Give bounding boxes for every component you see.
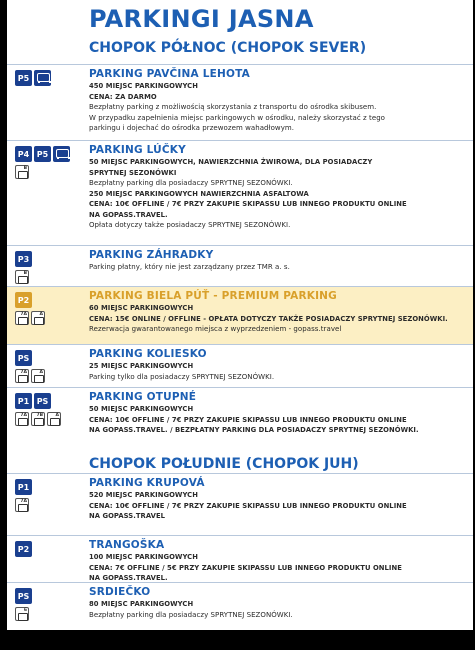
cable-car-number: 6 <box>23 608 27 613</box>
cable-car-icon <box>15 369 29 383</box>
parking-row <box>7 582 473 630</box>
parking-icons <box>15 541 83 560</box>
parking-details <box>89 68 471 134</box>
parking-detail-line: 25 MIEJSC PARKINGOWYCH <box>89 362 194 370</box>
bus-icon <box>53 146 70 162</box>
parking-detail-line: CENA: 7€ OFFLINE / 5€ PRZY ZAKUPIE SKIPASSU LUB INNEGO PRODUKTU ONLINE <box>89 563 402 572</box>
cable-car-number: 7A <box>20 370 27 375</box>
parking-detail-line: 520 MIEJSC PARKINGOWYCH <box>89 491 198 499</box>
parking-zone-badge: PS <box>34 393 51 409</box>
parking-name: PARKING ZÁHRADKY <box>89 249 214 261</box>
parking-details <box>89 144 471 231</box>
parking-zone-badge: PS <box>15 588 32 604</box>
parking-detail-line: CENA: 10€ OFFLINE / 7€ PRZY ZAKUPIE SKIPASSU LUB INNEGO PRODUKTU ONLINE <box>89 415 407 424</box>
parking-detail-line: Bezpłatny parking z możliwością skorzystania z transportu do ośrodka skibusem. <box>89 103 377 111</box>
cable-car-icon <box>31 369 45 383</box>
parking-details <box>89 348 471 382</box>
parking-detail-line: CENA: 15€ ONLINE / OFFLINE - OPŁATA DOTYCZY TAKŻE POSIADACZY SPRYTNEJ SEZONÓWKI. <box>89 314 448 323</box>
parking-detail-line: Rezerwacja gwarantowanego miejsca z wyprzedzeniem - gopass.travel <box>89 325 342 333</box>
parking-details <box>89 249 471 273</box>
parking-name: PARKING KOLIESKO <box>89 348 207 360</box>
parking-detail-line: parkingu i dojechać do ośrodka przewozem wahadłowym. <box>89 124 295 132</box>
parking-detail-line: 450 MIEJSC PARKINGOWYCH <box>89 82 198 90</box>
parking-zone-badge: P1 <box>15 479 32 495</box>
parking-detail-line: Bezpłatny parking dla posiadaczy SPRYTNEJ SEZONÓWKI. <box>89 179 293 187</box>
parking-detail-line: 250 MIEJSC PARKINGOWYCH NAWIERZCHNIA ASFALTOWA <box>89 189 309 198</box>
parking-zone-badge: P5 <box>34 146 51 162</box>
parking-name: PARKING KRUPOVÁ <box>89 477 205 489</box>
cable-car-number: B <box>23 166 27 171</box>
parking-detail-line: W przypadku zapełnienia miejsc parkingowych w ośrodku, należy skorzystać z tego <box>89 113 386 122</box>
parking-detail-line: NA GOPASS.TRAVEL <box>89 512 166 520</box>
parking-icons <box>15 292 83 328</box>
parking-detail-line: 50 MIEJSC PARKINGOWYCH, NAWIERZCHNIA ŻWIROWA, DLA POSIADACZY <box>89 158 373 166</box>
cable-car-icon <box>15 165 29 179</box>
cable-car-icon <box>15 498 29 512</box>
parking-row <box>7 344 473 387</box>
parking-row <box>7 64 473 140</box>
parking-detail-line: Parking tylko dla posiadaczy SPRYTNEJ SEZONÓWKI. <box>89 372 275 381</box>
section-title: CHOPOK PÓŁNOC (CHOPOK SEVER) <box>89 40 367 56</box>
parking-name: PARKING OTUPNÉ <box>89 391 197 403</box>
section-title: CHOPOK POŁUDNIE (CHOPOK JUH) <box>89 456 359 472</box>
parking-detail-line: CENA: 10€ OFFLINE / 7€ PRZY ZAKUPIE SKIPASSU LUB INNEGO PRODUKTU ONLINE <box>89 200 407 208</box>
parking-row <box>7 245 473 286</box>
parking-detail-line: Parking płatny, który nie jest zarządzany przez TMR a. s. <box>89 263 290 271</box>
parking-icons <box>15 479 83 515</box>
parking-detail-line: Opłata dotyczy także posiadaczy SPRYTNEJ SEZONÓWKI. <box>89 221 291 229</box>
parking-zone-badge: P1 <box>15 393 32 409</box>
bus-icon <box>34 70 51 86</box>
cable-car-number: 7A <box>20 499 27 504</box>
parking-row <box>7 286 473 344</box>
parking-details <box>89 290 471 335</box>
parking-name: PARKING LÚČKY <box>89 144 186 156</box>
cable-car-icon <box>31 412 45 426</box>
parking-detail-line: SPRYTNEJ SEZONÓWKI <box>89 168 177 177</box>
parking-zone-badge: P2 <box>15 292 32 308</box>
cable-car-icon <box>47 412 61 426</box>
cable-car-icon <box>15 270 29 284</box>
parking-row <box>7 140 473 245</box>
parking-icons <box>15 146 83 182</box>
parking-detail-line: 60 MIEJSC PARKINGOWYCH <box>89 304 194 312</box>
cable-car-icon <box>15 311 29 325</box>
parking-icons <box>15 393 83 429</box>
cable-car-number: B <box>23 271 27 276</box>
parking-icons <box>15 350 83 386</box>
cable-car-number: 7A <box>20 312 27 317</box>
parking-zone-badge: P3 <box>15 251 32 267</box>
parking-zone-badge: P4 <box>15 146 32 162</box>
parking-detail-line: Bezpłatny parking dla posiadaczy SPRYTNEJ SEZONÓWKI. <box>89 610 293 619</box>
cable-car-number: 7A <box>20 413 27 418</box>
cable-car-number: 7B <box>36 413 43 418</box>
parking-zone-badge: P2 <box>15 541 32 557</box>
parking-detail-line: 80 MIEJSC PARKINGOWYCH <box>89 600 194 608</box>
parking-detail-line: 100 MIEJSC PARKINGOWYCH <box>89 553 198 561</box>
parking-icons <box>15 251 83 287</box>
cable-car-icon <box>15 607 29 621</box>
cable-car-number: A <box>55 413 59 418</box>
parking-icons <box>15 588 83 624</box>
parking-detail-line: 50 MIEJSC PARKINGOWYCH <box>89 405 194 413</box>
parking-detail-line: NA GOPASS.TRAVEL. <box>89 574 168 582</box>
cable-car-number: A <box>39 370 43 375</box>
parking-zone-badge: P5 <box>15 70 32 86</box>
parking-details <box>89 391 471 436</box>
parking-detail-line: CENA: 10€ OFFLINE / 7€ PRZY ZAKUPIE SKIPASSU LUB INNEGO PRODUKTU ONLINE <box>89 501 407 510</box>
parking-name: TRANGOŠKA <box>89 539 165 551</box>
parking-info-page <box>7 0 473 630</box>
parking-details <box>89 539 471 584</box>
parking-row <box>7 473 473 535</box>
cable-car-icon <box>15 412 29 426</box>
parking-name: PARKING BIELA PÚŤ - PREMIUM PARKING <box>89 290 337 302</box>
parking-name: PARKING PAVČINA LEHOTA <box>89 68 250 80</box>
parking-name: SRDIEČKO <box>89 586 151 598</box>
parking-details <box>89 586 471 620</box>
parking-row <box>7 535 473 582</box>
parking-row <box>7 387 473 437</box>
parking-details <box>89 477 471 522</box>
cable-car-number: A <box>39 312 43 317</box>
parking-zone-badge: PS <box>15 350 32 366</box>
parking-detail-line: NA GOPASS.TRAVEL. <box>89 210 168 219</box>
parking-detail-line: NA GOPASS.TRAVEL. / BEZPŁATNY PARKING DLA POSIADACZY SPRYTNEJ SEZONÓWKI. <box>89 426 419 434</box>
parking-detail-line: CENA: ZA DARMO <box>89 92 157 101</box>
cable-car-icon <box>31 311 45 325</box>
page-title: PARKINGI JASNA <box>89 5 314 33</box>
parking-icons <box>15 70 83 89</box>
